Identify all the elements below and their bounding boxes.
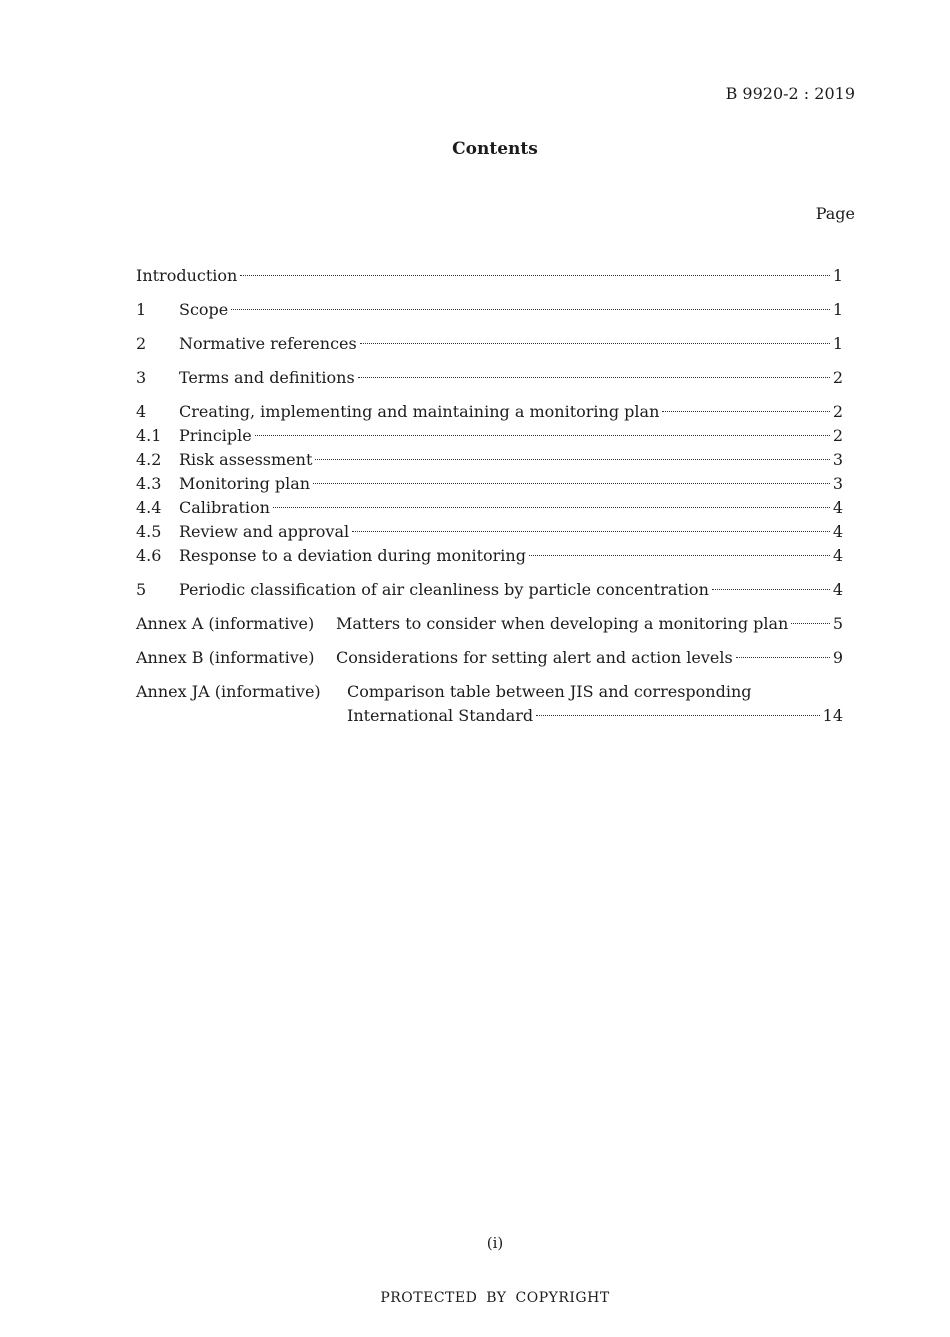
leader-dots: [712, 589, 830, 590]
leader-dots: [536, 715, 819, 716]
page-folio: (i): [486, 1234, 504, 1252]
toc-entry-label: Response to a deviation during monitoring: [179, 546, 526, 565]
toc-entry-periodic-classification[interactable]: [136, 578, 843, 602]
leader-dots: [231, 309, 830, 310]
toc-entry-number: 4.6: [136, 546, 162, 565]
toc-entry-page: 3: [832, 450, 843, 469]
leader-dots: [358, 377, 830, 378]
toc-entry-monitoring-plan-section[interactable]: [136, 400, 843, 424]
toc-entry-number: 4.2: [136, 450, 162, 469]
toc-entry-monitoring-plan[interactable]: [136, 472, 843, 496]
toc-entry-page: 9: [832, 648, 843, 667]
toc-entry-number: 4.4: [136, 498, 162, 517]
leader-dots: [273, 507, 830, 508]
toc-entry-annex-b[interactable]: [136, 646, 843, 670]
toc-entry-scope[interactable]: [136, 298, 843, 322]
leader-dots: [791, 623, 829, 624]
toc-entry-page: 1: [832, 266, 843, 285]
toc-entry-label: International Standard: [347, 706, 534, 725]
toc-entry-label: Matters to consider when developing a monitoring plan: [336, 614, 789, 633]
toc-entry-number: 3: [136, 368, 147, 387]
toc-entry-label: Monitoring plan: [179, 474, 311, 493]
toc-entry-normative-references[interactable]: [136, 332, 843, 356]
toc-entry-page: 14: [822, 706, 843, 725]
toc-entry-introduction[interactable]: [136, 264, 843, 288]
toc-entry-number: 4.5: [136, 522, 162, 541]
toc-entry-label: Calibration: [179, 498, 270, 517]
toc-entry-page: 1: [832, 300, 843, 319]
leader-dots: [255, 435, 830, 436]
toc-entry-annex-a[interactable]: [136, 612, 843, 636]
toc-entry-number: 5: [136, 580, 147, 599]
toc-entry-page: 2: [832, 368, 843, 387]
toc-entry-number: 4.3: [136, 474, 162, 493]
toc-entry-annex-ja[interactable]: [136, 680, 843, 704]
toc-entry-label: Considerations for setting alert and action levels: [336, 648, 733, 667]
page-column-label: Page: [815, 204, 855, 223]
toc-entry-label: Principle: [179, 426, 252, 445]
leader-dots: [662, 411, 829, 412]
leader-dots: [360, 343, 830, 344]
toc-entry-number: 4: [136, 402, 147, 421]
toc-entry-response-to-deviation[interactable]: [136, 544, 843, 568]
page-title: Contents: [452, 139, 538, 159]
toc-entry-label: Scope: [179, 300, 229, 319]
leader-dots: [529, 555, 830, 556]
toc-entry-label: Risk assessment: [179, 450, 313, 469]
leader-dots: [240, 275, 829, 276]
leader-dots: [313, 483, 830, 484]
toc-entry-number: 4.1: [136, 426, 162, 445]
toc-entry-page: 4: [832, 498, 843, 517]
copyright-notice: PROTECTED BY COPYRIGHT: [380, 1290, 610, 1306]
toc-entry-number: 2: [136, 334, 147, 353]
toc-entry-page: 2: [832, 402, 843, 421]
toc-entry-page: 2: [832, 426, 843, 445]
toc-entry-label: Introduction: [136, 266, 238, 285]
toc-entry-label: Creating, implementing and maintaining a monitoring plan: [179, 402, 660, 421]
toc-entry-page: 4: [832, 522, 843, 541]
standard-id: B 9920-2 : 2019: [725, 84, 855, 103]
toc-entry-page: 1: [832, 334, 843, 353]
toc-entry-label: Normative references: [179, 334, 357, 353]
leader-dots: [352, 531, 830, 532]
toc-entry-page: 5: [832, 614, 843, 633]
leader-dots: [315, 459, 829, 460]
toc-entry-page: 3: [832, 474, 843, 493]
toc-entry-terms-and-definitions[interactable]: [136, 366, 843, 390]
toc-entry-principle[interactable]: [136, 424, 843, 448]
annex-tag: Annex B (informative): [136, 648, 315, 667]
annex-tag: Annex JA (informative): [136, 682, 321, 701]
toc-entry-label: Comparison table between JIS and corresponding: [347, 682, 752, 701]
toc-entry-page: 4: [832, 580, 843, 599]
toc-entry-label: Periodic classification of air cleanliness by particle concentration: [179, 580, 709, 599]
toc-entry-label: Terms and definitions: [179, 368, 355, 387]
toc-entry-page: 4: [832, 546, 843, 565]
toc-entry-risk-assessment[interactable]: [136, 448, 843, 472]
toc-entry-number: 1: [136, 300, 147, 319]
toc-entry-review-and-approval[interactable]: [136, 520, 843, 544]
annex-tag: Annex A (informative): [136, 614, 315, 633]
leader-dots: [736, 657, 830, 658]
toc-entry-label: Review and approval: [179, 522, 350, 541]
toc-entry-calibration[interactable]: [136, 496, 843, 520]
toc-entry-annex-ja-continuation[interactable]: [347, 704, 843, 728]
